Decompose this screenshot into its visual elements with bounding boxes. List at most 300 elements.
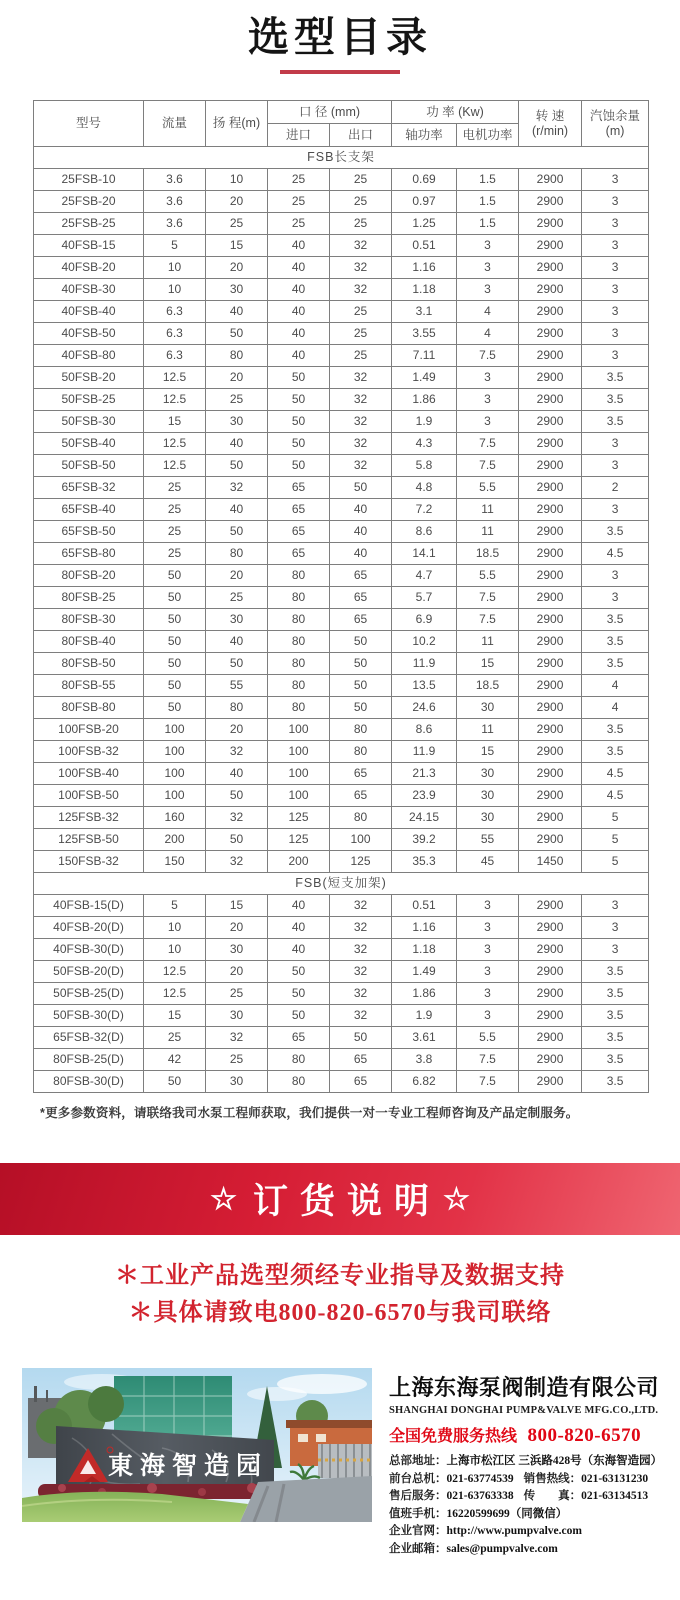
value-cell: 2900 bbox=[519, 697, 582, 719]
value-cell: 2900 bbox=[519, 609, 582, 631]
value-cell: 100 bbox=[268, 785, 330, 807]
value-cell: 50 bbox=[144, 653, 206, 675]
npsh-label: 汽蚀余量 bbox=[590, 109, 641, 124]
value-cell: 3 bbox=[582, 213, 649, 235]
model-cell: 50FSB-20(D) bbox=[34, 961, 144, 983]
company-info bbox=[389, 1371, 667, 1558]
value-cell: 65 bbox=[330, 609, 392, 631]
value-cell: 3.61 bbox=[392, 1027, 457, 1049]
value-cell: 40 bbox=[330, 499, 392, 521]
value-cell: 3 bbox=[457, 917, 519, 939]
value-cell: 30 bbox=[206, 279, 268, 301]
table-row bbox=[34, 675, 649, 697]
value-cell: 20 bbox=[206, 917, 268, 939]
flowers bbox=[58, 1484, 66, 1492]
section-row bbox=[34, 147, 649, 169]
model-cell: 50FSB-50 bbox=[34, 455, 144, 477]
value-cell: 3.5 bbox=[582, 1049, 649, 1071]
value-cell: 32 bbox=[330, 455, 392, 477]
value-cell: 2900 bbox=[519, 675, 582, 697]
model-cell: 80FSB-25(D) bbox=[34, 1049, 144, 1071]
value-cell: 12.5 bbox=[144, 389, 206, 411]
value-cell: 100 bbox=[330, 829, 392, 851]
value-cell: 100 bbox=[144, 785, 206, 807]
value-cell: 15 bbox=[457, 741, 519, 763]
value-cell: 3.5 bbox=[582, 521, 649, 543]
model-cell: 40FSB-15 bbox=[34, 235, 144, 257]
value-cell: 50 bbox=[268, 389, 330, 411]
value-cell: 3.5 bbox=[582, 411, 649, 433]
value-cell: 2900 bbox=[519, 895, 582, 917]
value-cell: 50 bbox=[268, 455, 330, 477]
value-cell: 3 bbox=[582, 565, 649, 587]
section-label: FSB长支架 bbox=[34, 147, 649, 169]
table-row bbox=[34, 631, 649, 653]
value-cell: 2900 bbox=[519, 807, 582, 829]
value-cell: 50 bbox=[330, 697, 392, 719]
value-cell: 3 bbox=[582, 323, 649, 345]
value-cell: 24.6 bbox=[392, 697, 457, 719]
value-cell: 2 bbox=[582, 477, 649, 499]
value-cell: 7.2 bbox=[392, 499, 457, 521]
photo-sign-text: 東海智造园 bbox=[107, 1452, 269, 1480]
value-cell: 50 bbox=[268, 433, 330, 455]
value-cell: 125 bbox=[268, 829, 330, 851]
value-cell: 4.5 bbox=[582, 785, 649, 807]
model-cell: 80FSB-20 bbox=[34, 565, 144, 587]
value-cell: 30 bbox=[206, 1071, 268, 1093]
value-cell: 40 bbox=[268, 323, 330, 345]
value-cell: 65 bbox=[268, 521, 330, 543]
value-cell: 12.5 bbox=[144, 455, 206, 477]
value-cell: 80 bbox=[268, 631, 330, 653]
value-cell: 3.55 bbox=[392, 323, 457, 345]
model-cell: 65FSB-40 bbox=[34, 499, 144, 521]
value-cell: 200 bbox=[144, 829, 206, 851]
value-cell: 25 bbox=[268, 169, 330, 191]
contact-line bbox=[389, 1523, 667, 1541]
value-cell: 2900 bbox=[519, 917, 582, 939]
value-cell: 80 bbox=[268, 565, 330, 587]
value-cell: 3 bbox=[457, 235, 519, 257]
value-cell: 3 bbox=[457, 279, 519, 301]
value-cell: 30 bbox=[206, 411, 268, 433]
value-cell: 3 bbox=[582, 235, 649, 257]
notice-line: ＊具体请致电800-820-6570与我司联络 bbox=[128, 1300, 552, 1326]
value-cell: 3 bbox=[582, 301, 649, 323]
value-cell: 10 bbox=[206, 169, 268, 191]
value-cell: 30 bbox=[457, 785, 519, 807]
value-cell: 3 bbox=[457, 411, 519, 433]
value-cell: 12.5 bbox=[144, 367, 206, 389]
table-row bbox=[34, 719, 649, 741]
table-row bbox=[34, 1005, 649, 1027]
service-hotline bbox=[389, 1423, 667, 1447]
model-cell: 50FSB-25(D) bbox=[34, 983, 144, 1005]
value-cell: 30 bbox=[206, 609, 268, 631]
value-cell: 1.5 bbox=[457, 169, 519, 191]
value-cell: 32 bbox=[206, 807, 268, 829]
contact-line bbox=[389, 1488, 667, 1506]
value-cell: 65 bbox=[330, 1049, 392, 1071]
value-cell: 2900 bbox=[519, 719, 582, 741]
value-cell: 2900 bbox=[519, 521, 582, 543]
value-cell: 32 bbox=[330, 235, 392, 257]
driveway bbox=[240, 1476, 372, 1522]
value-cell: 6.3 bbox=[144, 301, 206, 323]
value-cell: 7.5 bbox=[457, 455, 519, 477]
value-cell: 100 bbox=[144, 719, 206, 741]
value-cell: 32 bbox=[206, 741, 268, 763]
value-cell: 65 bbox=[330, 763, 392, 785]
value-cell: 6.9 bbox=[392, 609, 457, 631]
value-cell: 1.16 bbox=[392, 917, 457, 939]
value-cell: 23.9 bbox=[392, 785, 457, 807]
contact-text: 021-63131230 bbox=[581, 1472, 649, 1485]
col-header-npsh bbox=[582, 101, 649, 147]
contact-line bbox=[389, 1506, 667, 1524]
value-cell: 3.5 bbox=[582, 631, 649, 653]
value-cell: 3.5 bbox=[582, 609, 649, 631]
model-cell: 25FSB-25 bbox=[34, 213, 144, 235]
table-row bbox=[34, 345, 649, 367]
table-row bbox=[34, 565, 649, 587]
value-cell: 7.5 bbox=[457, 609, 519, 631]
value-cell: 3 bbox=[582, 279, 649, 301]
model-cell: 100FSB-20 bbox=[34, 719, 144, 741]
value-cell: 14.1 bbox=[392, 543, 457, 565]
value-cell: 15 bbox=[206, 235, 268, 257]
value-cell: 6.3 bbox=[144, 323, 206, 345]
table-row bbox=[34, 301, 649, 323]
contact-line bbox=[389, 1541, 667, 1559]
value-cell: 7.11 bbox=[392, 345, 457, 367]
table-row bbox=[34, 741, 649, 763]
model-cell: 50FSB-30 bbox=[34, 411, 144, 433]
value-cell: 1.5 bbox=[457, 213, 519, 235]
table-row bbox=[34, 895, 649, 917]
value-cell: 32 bbox=[330, 1005, 392, 1027]
value-cell: 3.5 bbox=[582, 961, 649, 983]
value-cell: 3 bbox=[457, 367, 519, 389]
value-cell: 125 bbox=[268, 807, 330, 829]
col-header-inlet: 进口 bbox=[268, 124, 330, 147]
value-cell: 1.5 bbox=[457, 191, 519, 213]
value-cell: 2900 bbox=[519, 235, 582, 257]
contact-text: 021-63134513 bbox=[581, 1490, 649, 1502]
contact-text: 售后服务： bbox=[389, 1490, 447, 1502]
model-cell: 40FSB-80 bbox=[34, 345, 144, 367]
value-cell: 40 bbox=[268, 895, 330, 917]
value-cell: 55 bbox=[206, 675, 268, 697]
model-cell: 40FSB-40 bbox=[34, 301, 144, 323]
model-cell: 100FSB-32 bbox=[34, 741, 144, 763]
value-cell: 40 bbox=[268, 301, 330, 323]
value-cell: 10 bbox=[144, 917, 206, 939]
value-cell: 13.5 bbox=[392, 675, 457, 697]
title-block bbox=[0, 0, 680, 74]
roof bbox=[286, 1420, 372, 1428]
value-cell: 11 bbox=[457, 719, 519, 741]
value-cell: 50 bbox=[206, 829, 268, 851]
contact-line bbox=[389, 1471, 667, 1489]
value-cell: 4.5 bbox=[582, 763, 649, 785]
value-cell: 40 bbox=[268, 279, 330, 301]
value-cell: 80 bbox=[330, 719, 392, 741]
contact-lines bbox=[389, 1453, 667, 1558]
model-cell: 80FSB-50 bbox=[34, 653, 144, 675]
contact-text: 销售热线： bbox=[523, 1472, 582, 1485]
value-cell: 32 bbox=[330, 983, 392, 1005]
table-row bbox=[34, 455, 649, 477]
value-cell: 3.5 bbox=[582, 1005, 649, 1027]
value-cell: 0.97 bbox=[392, 191, 457, 213]
value-cell: 10 bbox=[144, 939, 206, 961]
value-cell: 4.5 bbox=[582, 543, 649, 565]
value-cell: 4.7 bbox=[392, 565, 457, 587]
value-cell: 65 bbox=[268, 499, 330, 521]
value-cell: 8.6 bbox=[392, 521, 457, 543]
value-cell: 3 bbox=[582, 939, 649, 961]
value-cell: 50 bbox=[268, 961, 330, 983]
value-cell: 25 bbox=[330, 345, 392, 367]
value-cell: 80 bbox=[268, 653, 330, 675]
value-cell: 100 bbox=[268, 719, 330, 741]
value-cell: 160 bbox=[144, 807, 206, 829]
value-cell: 1.18 bbox=[392, 279, 457, 301]
star-icon: ☆ bbox=[210, 1182, 237, 1216]
model-cell: 100FSB-40 bbox=[34, 763, 144, 785]
value-cell: 3 bbox=[582, 433, 649, 455]
value-cell: 200 bbox=[268, 851, 330, 873]
value-cell: 65 bbox=[268, 477, 330, 499]
model-cell: 80FSB-30 bbox=[34, 609, 144, 631]
value-cell: 5 bbox=[144, 895, 206, 917]
value-cell: 0.51 bbox=[392, 235, 457, 257]
value-cell: 3 bbox=[457, 257, 519, 279]
value-cell: 150 bbox=[144, 851, 206, 873]
value-cell: 7.5 bbox=[457, 587, 519, 609]
col-header-flow: 流量 bbox=[144, 101, 206, 147]
contact-text: 企业邮箱： bbox=[389, 1542, 447, 1555]
value-cell: 50 bbox=[144, 565, 206, 587]
value-cell: 1.9 bbox=[392, 1005, 457, 1027]
value-cell: 3.5 bbox=[582, 719, 649, 741]
value-cell: 2900 bbox=[519, 631, 582, 653]
value-cell: 0.69 bbox=[392, 169, 457, 191]
value-cell: 100 bbox=[268, 763, 330, 785]
value-cell: 5.5 bbox=[457, 1027, 519, 1049]
value-cell: 40 bbox=[330, 543, 392, 565]
value-cell: 3 bbox=[582, 257, 649, 279]
value-cell: 32 bbox=[206, 1027, 268, 1049]
value-cell: 20 bbox=[206, 961, 268, 983]
value-cell: 5.5 bbox=[457, 565, 519, 587]
value-cell: 11 bbox=[457, 631, 519, 653]
value-cell: 7.5 bbox=[457, 433, 519, 455]
value-cell: 3 bbox=[457, 983, 519, 1005]
value-cell: 3.6 bbox=[144, 191, 206, 213]
value-cell: 32 bbox=[330, 917, 392, 939]
contact-text: 前台总机： bbox=[389, 1472, 447, 1485]
value-cell: 21.3 bbox=[392, 763, 457, 785]
table-row bbox=[34, 917, 649, 939]
value-cell: 15 bbox=[457, 653, 519, 675]
value-cell: 3 bbox=[457, 389, 519, 411]
table-row bbox=[34, 323, 649, 345]
value-cell: 11.9 bbox=[392, 653, 457, 675]
value-cell: 2900 bbox=[519, 1027, 582, 1049]
model-cell: 50FSB-40 bbox=[34, 433, 144, 455]
flowers bbox=[147, 1483, 157, 1493]
table-row bbox=[34, 433, 649, 455]
value-cell: 80 bbox=[268, 697, 330, 719]
tree bbox=[88, 1386, 124, 1422]
model-cell: 80FSB-30(D) bbox=[34, 1071, 144, 1093]
value-cell: 50 bbox=[206, 785, 268, 807]
model-cell: 125FSB-50 bbox=[34, 829, 144, 851]
table-row bbox=[34, 1071, 649, 1093]
value-cell: 20 bbox=[206, 191, 268, 213]
col-header-diameter: 口 径 (mm) bbox=[268, 101, 392, 124]
value-cell: 32 bbox=[206, 851, 268, 873]
value-cell: 50 bbox=[330, 675, 392, 697]
antenna bbox=[34, 1386, 37, 1402]
value-cell: 50 bbox=[144, 697, 206, 719]
contact-text: 16220599699（同微信） bbox=[446, 1507, 568, 1520]
value-cell: 2900 bbox=[519, 499, 582, 521]
order-banner bbox=[0, 1163, 680, 1235]
value-cell: 2900 bbox=[519, 213, 582, 235]
value-cell: 32 bbox=[330, 411, 392, 433]
value-cell: 50 bbox=[144, 609, 206, 631]
col-header-power: 功 率 (Kw) bbox=[392, 101, 519, 124]
table-row bbox=[34, 961, 649, 983]
table-row bbox=[34, 807, 649, 829]
hotline-label: 全国免费服务热线 bbox=[389, 1428, 518, 1445]
value-cell: 4.3 bbox=[392, 433, 457, 455]
model-cell: 80FSB-80 bbox=[34, 697, 144, 719]
npsh-unit: (m) bbox=[605, 123, 625, 138]
value-cell: 4 bbox=[582, 697, 649, 719]
model-cell: 125FSB-32 bbox=[34, 807, 144, 829]
value-cell: 25 bbox=[206, 213, 268, 235]
value-cell: 2900 bbox=[519, 257, 582, 279]
value-cell: 5.8 bbox=[392, 455, 457, 477]
value-cell: 20 bbox=[206, 367, 268, 389]
value-cell: 65 bbox=[330, 587, 392, 609]
value-cell: 25 bbox=[206, 983, 268, 1005]
email-link[interactable]: sales@pumpvalve.com bbox=[446, 1542, 558, 1555]
value-cell: 100 bbox=[144, 741, 206, 763]
value-cell: 11 bbox=[457, 499, 519, 521]
table-row bbox=[34, 521, 649, 543]
value-cell: 1.16 bbox=[392, 257, 457, 279]
value-cell: 2900 bbox=[519, 367, 582, 389]
value-cell: 25 bbox=[144, 543, 206, 565]
model-cell: 50FSB-25 bbox=[34, 389, 144, 411]
value-cell: 55 bbox=[457, 829, 519, 851]
value-cell: 12.5 bbox=[144, 433, 206, 455]
value-cell: 3.6 bbox=[144, 169, 206, 191]
value-cell: 50 bbox=[268, 983, 330, 1005]
star-icon: ☆ bbox=[443, 1182, 470, 1216]
table-row bbox=[34, 983, 649, 1005]
table-row bbox=[34, 367, 649, 389]
contact-text: 企业官网： bbox=[389, 1525, 447, 1537]
table-row bbox=[34, 279, 649, 301]
model-cell: 65FSB-32(D) bbox=[34, 1027, 144, 1049]
value-cell: 3 bbox=[582, 345, 649, 367]
value-cell: 80 bbox=[330, 807, 392, 829]
antenna bbox=[46, 1390, 48, 1402]
value-cell: 42 bbox=[144, 1049, 206, 1071]
value-cell: 50 bbox=[144, 587, 206, 609]
contact-line bbox=[389, 1453, 667, 1471]
table-body bbox=[34, 147, 649, 1093]
value-cell: 10 bbox=[144, 257, 206, 279]
table-row bbox=[34, 939, 649, 961]
website-link[interactable]: http://www.pumpvalve.com bbox=[446, 1525, 582, 1537]
value-cell: 40 bbox=[206, 763, 268, 785]
value-cell: 50 bbox=[206, 653, 268, 675]
model-cell: 40FSB-20 bbox=[34, 257, 144, 279]
value-cell: 11.9 bbox=[392, 741, 457, 763]
value-cell: 3 bbox=[457, 895, 519, 917]
value-cell: 15 bbox=[206, 895, 268, 917]
pump-selection-table bbox=[33, 100, 649, 1093]
value-cell: 125 bbox=[330, 851, 392, 873]
value-cell: 2900 bbox=[519, 191, 582, 213]
table-row bbox=[34, 1027, 649, 1049]
model-cell: 80FSB-40 bbox=[34, 631, 144, 653]
value-cell: 32 bbox=[330, 279, 392, 301]
value-cell: 25 bbox=[330, 213, 392, 235]
value-cell: 32 bbox=[330, 367, 392, 389]
value-cell: 2900 bbox=[519, 1071, 582, 1093]
value-cell: 40 bbox=[268, 345, 330, 367]
value-cell: 7.5 bbox=[457, 345, 519, 367]
spec-table-wrap bbox=[33, 100, 648, 1093]
value-cell: 20 bbox=[206, 565, 268, 587]
value-cell: 50 bbox=[144, 1071, 206, 1093]
value-cell: 2900 bbox=[519, 279, 582, 301]
value-cell: 5 bbox=[582, 807, 649, 829]
value-cell: 3.5 bbox=[582, 653, 649, 675]
value-cell: 2900 bbox=[519, 411, 582, 433]
value-cell: 12.5 bbox=[144, 983, 206, 1005]
value-cell: 3 bbox=[457, 939, 519, 961]
value-cell: 25 bbox=[144, 477, 206, 499]
contact-text: 传 真： bbox=[523, 1490, 582, 1502]
value-cell: 80 bbox=[330, 741, 392, 763]
notice-line: ＊工业产品选型须经专业指导及数据支持 bbox=[115, 1263, 565, 1289]
value-cell: 2900 bbox=[519, 169, 582, 191]
table-row bbox=[34, 697, 649, 719]
value-cell: 65 bbox=[330, 785, 392, 807]
model-cell: 65FSB-32 bbox=[34, 477, 144, 499]
value-cell: 3 bbox=[582, 587, 649, 609]
table-row bbox=[34, 499, 649, 521]
value-cell: 50 bbox=[330, 631, 392, 653]
table-row bbox=[34, 1049, 649, 1071]
value-cell: 3 bbox=[457, 1005, 519, 1027]
value-cell: 40 bbox=[206, 433, 268, 455]
model-cell: 80FSB-25 bbox=[34, 587, 144, 609]
value-cell: 39.2 bbox=[392, 829, 457, 851]
value-cell: 3 bbox=[582, 169, 649, 191]
value-cell: 4 bbox=[457, 301, 519, 323]
